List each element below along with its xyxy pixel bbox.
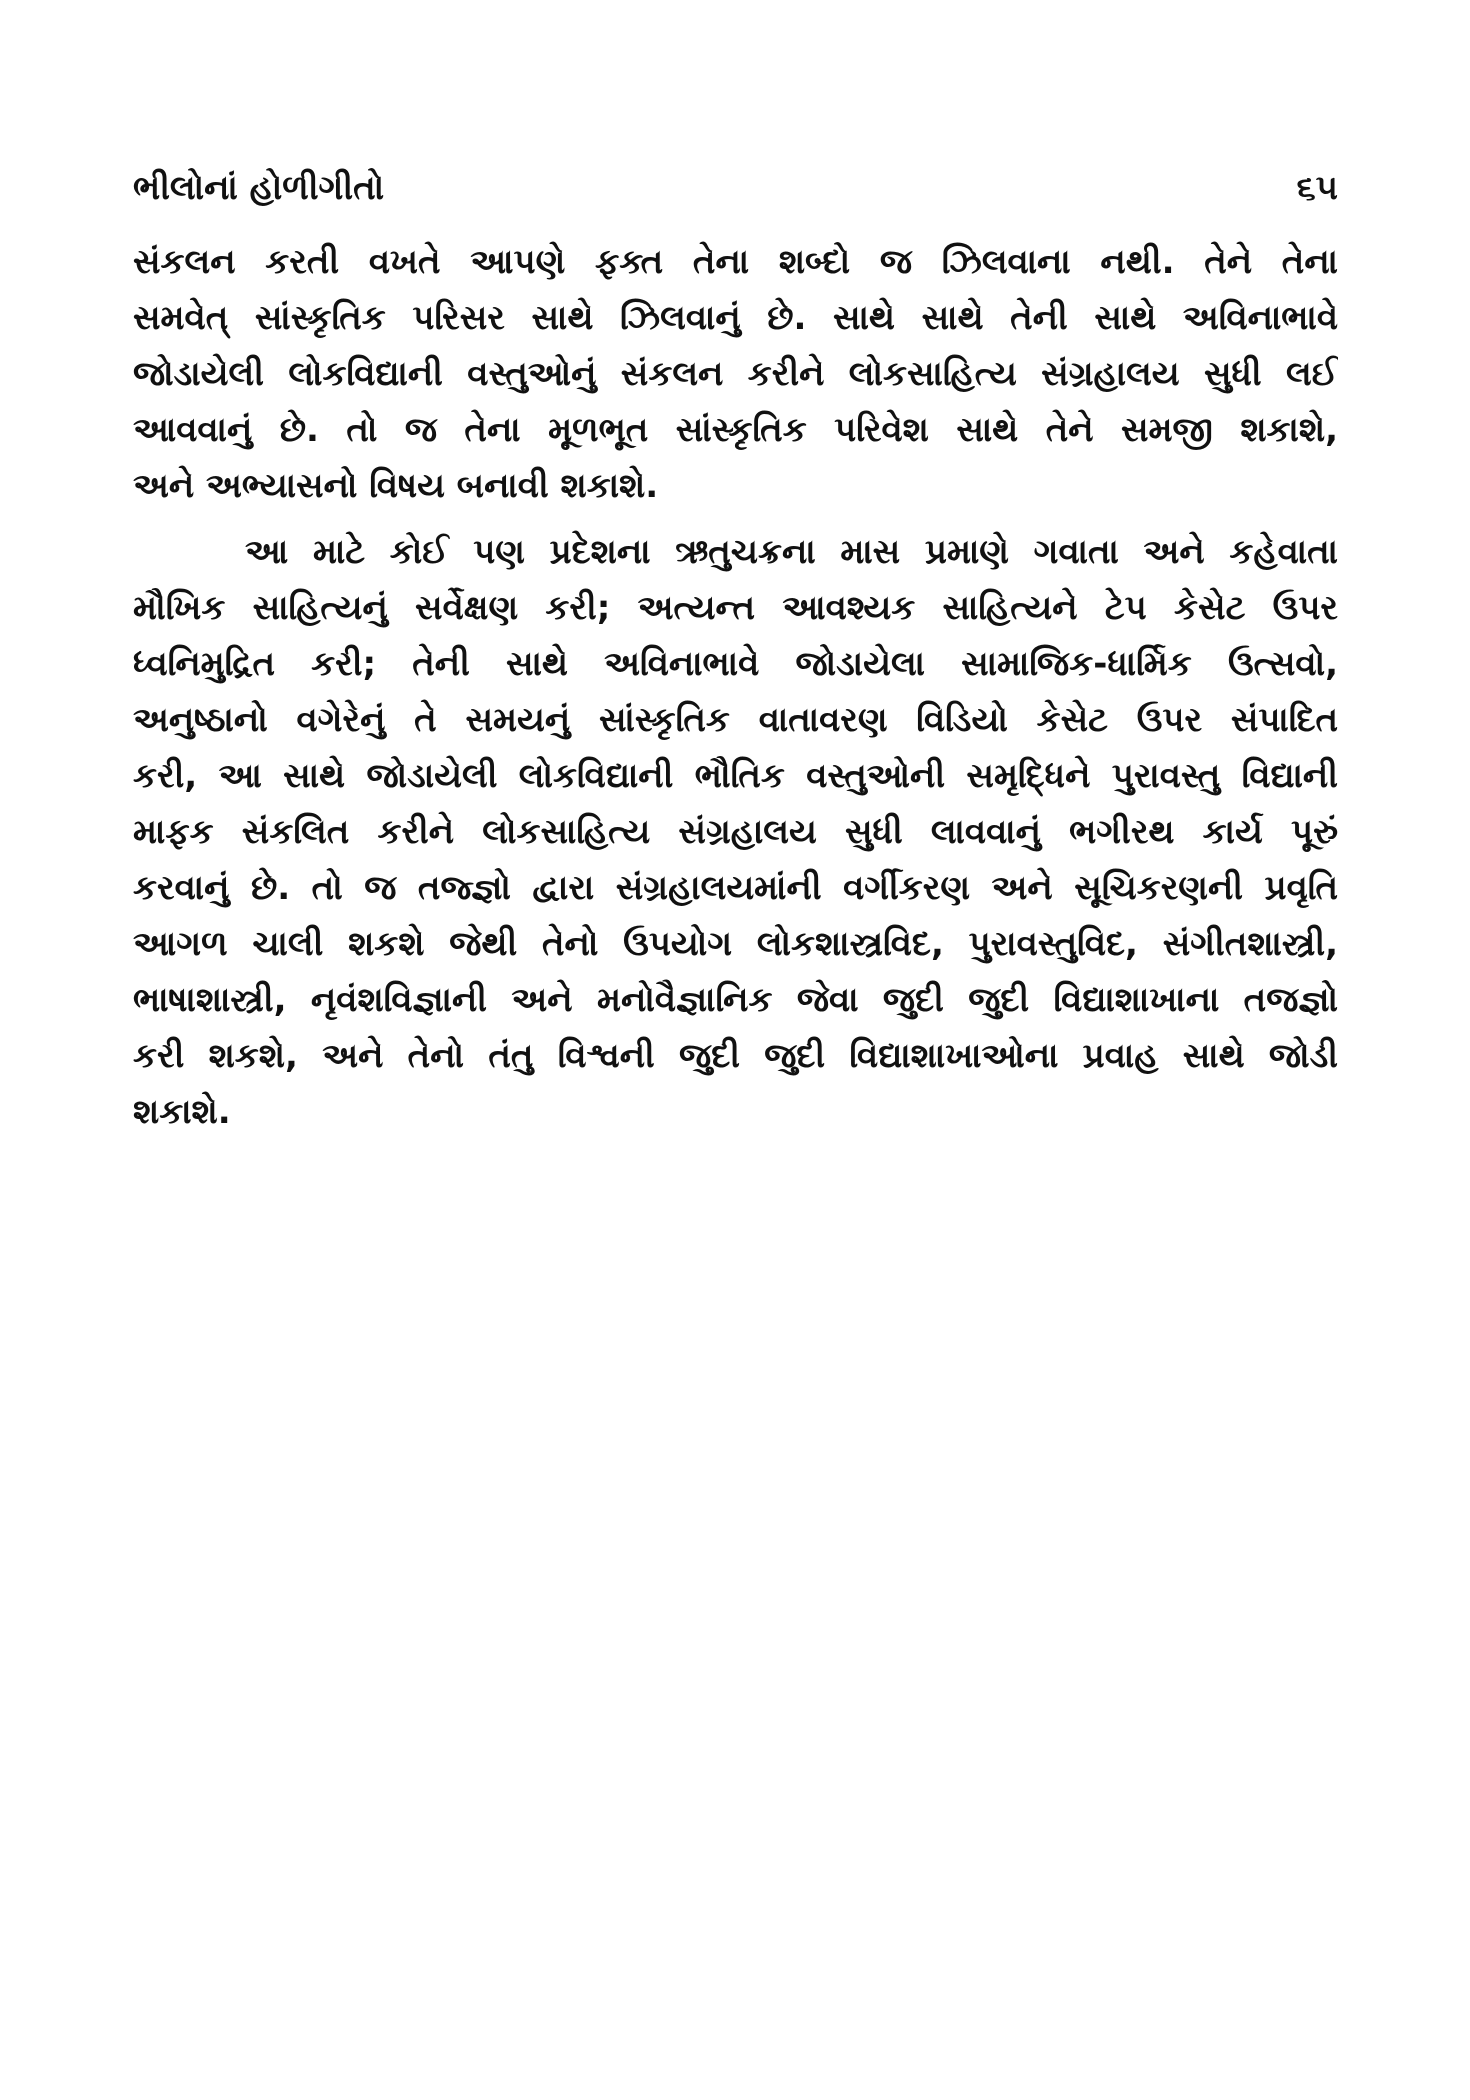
text-line: સમવેત્ સાંસ્કૃતિક પરિસર સાથે ઝિલવાનું છે. સાથે સાથે તેની સાથે અવિનાભાવે	[133, 298, 1338, 338]
text-line: ધ્વનિમુદ્રિત કરી; તેની સાથે અવિનાભાવે જોડાયેલા સામાજિક-ધાર્મિક ઉત્સવો,	[133, 644, 1338, 684]
paragraph-2	[133, 524, 1338, 1140]
text-line: આગળ ચાલી શકશે જેથી તેનો ઉપયોગ લોકશાસ્ત્રવિદ, પુરાવસ્તુવિદ, સંગીતશાસ્ત્રી,	[133, 924, 1338, 964]
text-line: સંકલન કરતી વખતે આપણે ફક્ત તેના શબ્દો જ ઝિલવાના નથી. તેને તેના	[133, 242, 1338, 282]
text-line: ભાષાશાસ્ત્રી, નૃવંશવિજ્ઞાની અને મનોવૈજ્ઞાનિક જેવા જુદી જુદી વિદ્યાશાખાના તજજ્ઞો	[133, 980, 1338, 1020]
paragraph-1	[133, 234, 1338, 514]
text-line: કરવાનું છે. તો જ તજ્જ્ઞો દ્વારા સંગ્રહાલયમાંની વર્ગીકરણ અને સૂચિકરણની પ્રવૃતિ	[133, 868, 1338, 908]
body-text	[133, 234, 1338, 1140]
paragraph-gap	[133, 514, 1338, 524]
running-title: ભીલોનાં હોળીગીતો	[133, 168, 385, 208]
text-line: અને અભ્યાસનો વિષય બનાવી શકાશે.	[133, 466, 659, 506]
text-line: જોડાયેલી લોકવિદ્યાની વસ્તુઓનું સંકલન કરીને લોકસાહિત્ય સંગ્રહાલય સુધી લઈ	[133, 354, 1338, 394]
text-line: શકાશે.	[133, 1092, 231, 1132]
page-number: ૬૫	[1296, 168, 1338, 208]
text-line: કરી, આ સાથે જોડાયેલી લોકવિદ્યાની ભૌતિક વસ્તુઓની સમૃદ્ધિને પુરાવસ્તુ વિદ્યાની	[133, 756, 1338, 796]
text-line: આ માટે કોઈ પણ પ્રદેશના ઋતુચક્રના માસ પ્રમાણે ગવાતા અને કહેવાતા	[245, 532, 1338, 572]
text-line: આવવાનું છે. તો જ તેના મૂળભૂત સાંસ્કૃતિક પરિવેશ સાથે તેને સમજી શકાશે,	[133, 410, 1338, 450]
text-line: માફક સંકલિત કરીને લોકસાહિત્ય સંગ્રહાલય સુધી લાવવાનું ભગીરથ કાર્ય પૂરું	[133, 812, 1338, 852]
text-line: કરી શકશે, અને તેનો તંતુ વિશ્વની જુદી જુદી વિદ્યાશાખાઓના પ્રવાહ સાથે જોડી	[133, 1036, 1338, 1076]
text-line: અનુષ્ઠાનો વગેરેનું તે સમયનું સાંસ્કૃતિક વાતાવરણ વિડિયો કેસેટ ઉપર સંપાદિત	[133, 700, 1338, 740]
text-line: મૌખિક સાહિત્યનું સર્વેક્ષણ કરી; અત્યન્ત આવશ્યક સાહિત્યને ટેપ કેસેટ ઉપર	[133, 588, 1338, 628]
running-header	[133, 158, 1338, 218]
